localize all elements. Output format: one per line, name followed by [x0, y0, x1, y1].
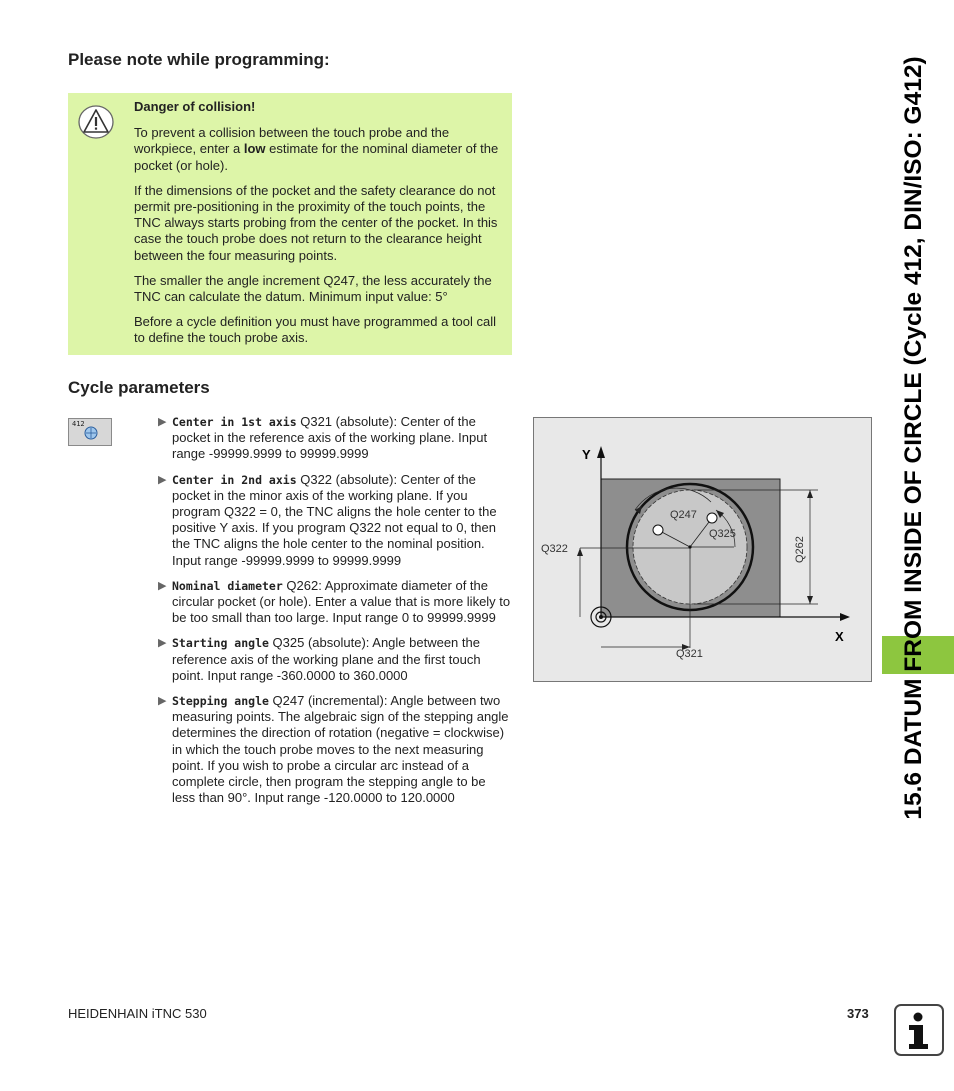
warning-note-box: [68, 93, 512, 355]
bullet-arrow-icon: ▶: [158, 473, 167, 486]
note-title: Danger of collision!: [134, 99, 256, 114]
q325-label: Q325: [709, 528, 736, 540]
bullet-arrow-icon: ▶: [158, 579, 167, 592]
circle-probe-icon: [84, 426, 98, 440]
note-paragraph: If the dimensions of the pocket and the safety clearance do not permit pre-positioning in the proximity of the touch points, the TNC always starts probing from the center of the pocket. In this case the touch probe does not return to the clearance height between the four measuring points.: [134, 182, 498, 263]
parameter-item: ▶ Center in 1st axis Q321 (absolute): Center of the pocket in the reference axis of the working plane. Input range -99999.9999 to 99999.9999: [158, 414, 488, 462]
cycle-412-softkey-icon: 412: [68, 418, 112, 446]
parameter-list: [158, 414, 512, 815]
bullet-arrow-icon: ▶: [158, 695, 167, 708]
parameter-item: ▶ Stepping angle Q247 (incremental): Angle between two measuring points. The algebraic sign of the stepping angle determines the direction of rotation (negative = clockwise) in which the touch probe moves to the next measuring point. If you wish to probe a circular arc instead of a complete circle, then program the stepping angle to be less than 90°. Input range -120.0000 to 120.0000: [158, 693, 509, 806]
side-chapter-title: 15.6 DATUM FROM INSIDE OF CIRCLE (Cycle 412, DIN/ISO: G412): [900, 56, 927, 820]
section-heading-cycle-parameters: Cycle parameters: [68, 378, 210, 397]
section-heading-programming-notes: Please note while programming:: [68, 50, 330, 69]
footer-manual-name: HEIDENHAIN iTNC 530: [68, 1006, 207, 1021]
parameter-item: ▶ Nominal diameter Q262: Approximate diameter of the circular pocket (or hole). Enter a value that is more likely to be too small than too large. Input range 0 to 99999.9999: [158, 577, 511, 626]
parameter-item: ▶ Starting angle Q325 (absolute): Angle between the reference axis of the working plane and the first touch point. Input range -360.0000 to 360.0000: [158, 635, 481, 683]
note-paragraph: Before a cycle definition you must have programmed a tool call to define the touch probe axis.: [134, 314, 497, 346]
cycle-diagram: [533, 417, 872, 682]
q322-label: Q322: [541, 543, 568, 555]
parameter-item: ▶ Center in 2nd axis Q322 (absolute): Center of the pocket in the minor axis of the working plane. If you program Q322 = 0, the TNC aligns the hole center to the positive Y axis. If you program Q322 not equal to 0, then the TNC aligns the hole center to the nominal position. Input range -99999.9999 to 99999.9999: [158, 471, 497, 568]
note-paragraph: The smaller the angle increment Q247, the less accurately the TNC can calculate the datum. Minimum input value: 5°: [134, 272, 492, 305]
note-paragraph: To prevent a collision between the touch probe and the workpiece, enter a low estimate for the nominal diameter of the pocket (or hole).: [134, 125, 499, 173]
q321-label: Q321: [676, 648, 703, 660]
bullet-arrow-icon: ▶: [158, 416, 167, 428]
q247-label: Q247: [670, 509, 697, 521]
bullet-arrow-icon: ▶: [158, 637, 167, 650]
page-number: 373: [847, 1006, 869, 1021]
x-axis-label: X: [835, 629, 844, 644]
y-axis-label: Y: [582, 447, 591, 462]
q262-label: Q262: [794, 536, 806, 563]
info-icon: [894, 1004, 944, 1056]
warning-icon: [78, 105, 114, 139]
